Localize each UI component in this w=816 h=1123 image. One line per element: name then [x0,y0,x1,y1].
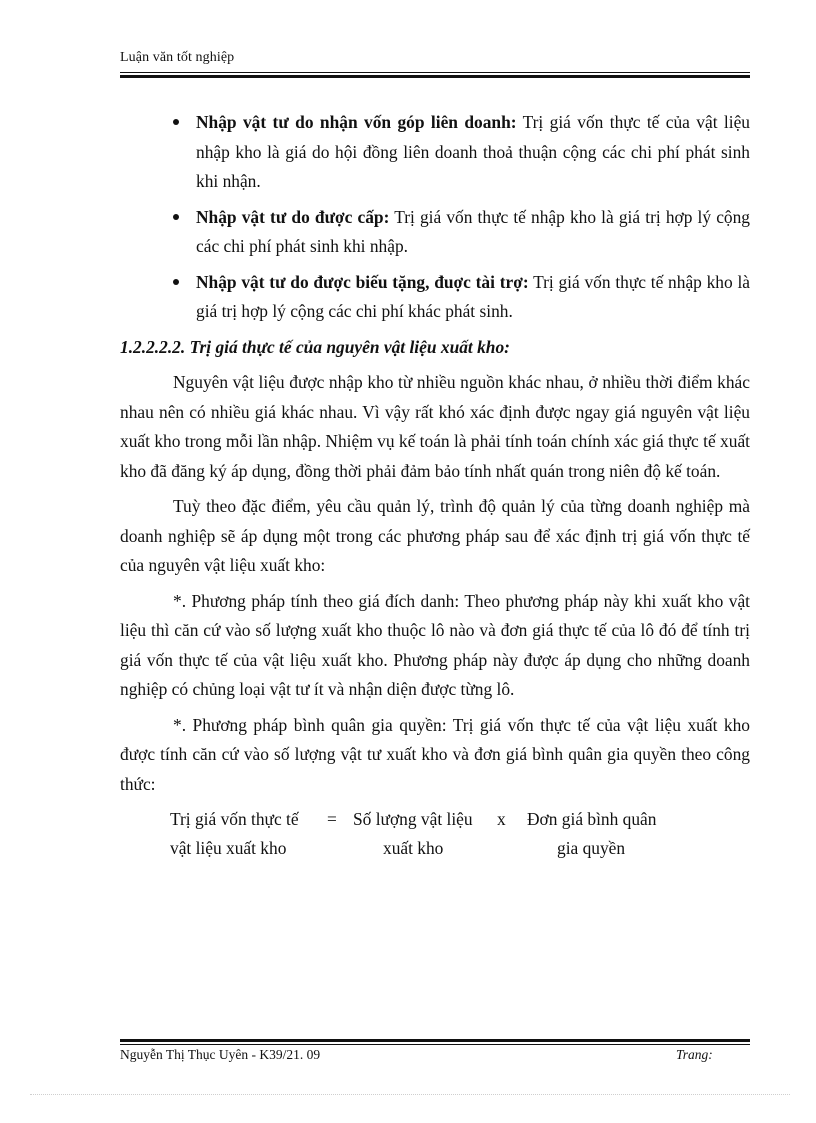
header-rule-thick [120,75,750,78]
bullet-text: Trị giá vốn thực tế nhập kho là giá trị hợp lý cộng các chi phí khác phát sinh. [196,271,750,321]
formula-right-line1: Đơn giá bình quân [527,809,657,829]
bullet-item [173,268,750,327]
running-header: Luận văn tốt nghiệp [120,50,235,65]
section-heading: 1.2.2.2.2. Trị giá thực tế của nguyên vật liệu xuất kho: [120,336,510,357]
bullet-first-line-wrap [173,108,750,197]
bullet-item [173,108,750,197]
header-rule-thin [120,72,750,73]
bullet-lead: Nhập vật tư do được biếu tặng, đuợc tài trợ: [196,271,529,292]
formula-left-line1: Trị giá vốn thực tế [170,809,299,829]
page-edge-dotted-line [30,1094,790,1095]
bullet-text: Trị giá vốn thực tế nhập kho là giá trị hợp lý cộng các chi phí phát sinh khi nhập. [196,206,751,256]
paragraph: Nguyên vật liệu được nhập kho từ nhiều nguồn khác nhau, ở nhiều thời điểm khác nhau nên có nhiều giá khác nhau. Vì vậy rất khó xác định được ngay giá nguyên vật liệu xuất kho trong mỗi lần nhập. Nhiệm vụ kế toán là phải tính toán chính xác giá thực tế xuất kho đã đăng ký áp dụng, đồng thời phải đảm bảo tính nhất quán trong niên độ kế toán. [120,372,750,481]
formula-block [170,805,750,865]
bullet-first-line-wrap [173,268,750,327]
formula-mid-line2: xuất kho [383,838,444,858]
bullet-text: Trị giá vốn thực tế của vật liệu nhập kho là giá do hội đồng liên doanh thoả thuận cộng các chi phí phát sinh khi nhận. [196,112,750,191]
footer-page-label: Trang: [676,1047,713,1062]
page-body [120,108,751,865]
bullet-lead: Nhập vật tư do được cấp: [196,206,390,227]
paragraph: *. Phương pháp bình quân gia quyền: Trị giá vốn thực tế của vật liệu xuất kho được tính căn cứ vào số lượng vật tư xuất kho và đơn giá bình quân gia quyền theo công thức: [120,714,750,794]
bullet-first-line-wrap [173,203,750,262]
footer-rule-thin [120,1044,750,1045]
footer-author: Nguyễn Thị Thục Uyên - K39/21. 09 [120,1047,321,1062]
formula-mid-line1: Số lượng vật liệu [353,809,473,829]
paragraph: Tuỳ theo đặc điểm, yêu cầu quản lý, trình độ quản lý của từng doanh nghiệp mà doanh nghiệp sẽ áp dụng một trong các phương pháp sau để xác định trị giá vốn thực tế của nguyên vật liệu xuất kho: [120,496,750,575]
bullet-dot-icon [173,119,179,125]
formula-left-line2: vật liệu xuất kho [170,838,287,858]
bullet-dot-icon [173,214,179,220]
formula-times: x [497,809,506,829]
bullet-item [173,203,750,262]
paragraph: *. Phương pháp tính theo giá đích danh: Theo phương pháp này khi xuất kho vật liệu thì căn cứ vào số lượng xuất kho thuộc lô nào và đơn giá thực tế của lô đó để tính trị giá vốn thực tế của vật liệu xuất kho. Phương pháp này được áp dụng cho những doanh nghiệp có chủng loại vật tư ít và nhận diện được từng lô. [120,590,750,699]
bullet-lead: Nhập vật tư do nhận vốn góp liên doanh: [196,112,517,132]
formula-right-line2: gia quyền [557,838,626,858]
footer-rule-thick [120,1039,750,1042]
formula-equals: = [327,809,337,829]
bullet-dot-icon [173,279,179,285]
